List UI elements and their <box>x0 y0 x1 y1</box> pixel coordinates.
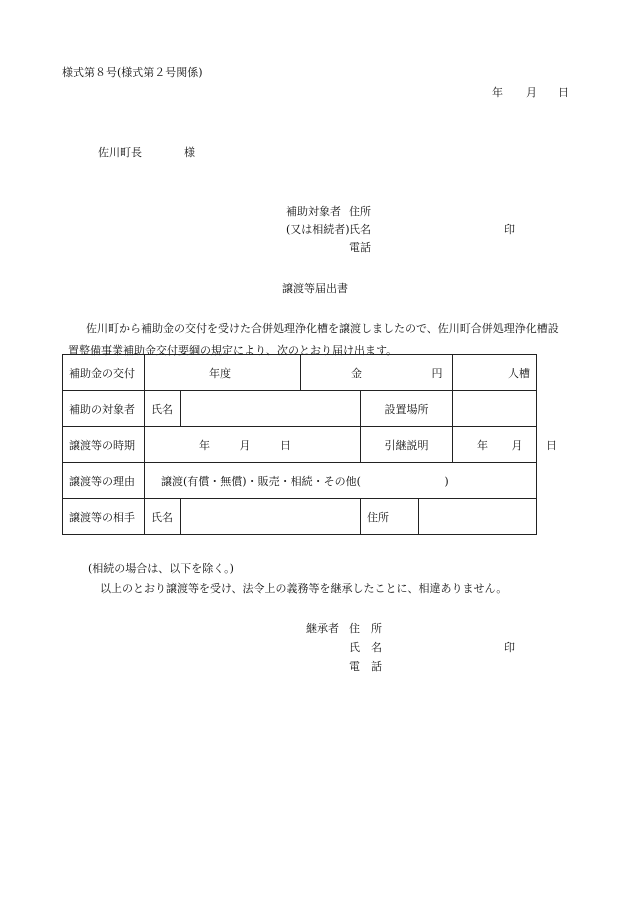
transfer-year: 年 <box>199 438 210 452</box>
table-row <box>63 499 537 535</box>
transfer-month: 月 <box>239 438 251 452</box>
amount-prefix: 金 <box>351 366 362 380</box>
date-year: 年 <box>492 86 503 99</box>
counterparty-address-field[interactable] <box>419 499 537 535</box>
capacity-field[interactable]: 人槽 <box>453 355 537 391</box>
reason-options: 譲渡(有償・無償)・販売・相続・その他( <box>161 474 361 488</box>
counterparty-name-label: 氏名 <box>145 499 181 535</box>
reason-close-paren: ) <box>444 474 449 488</box>
fiscal-year-field[interactable]: 年度 <box>145 355 301 391</box>
date-month: 月 <box>526 86 537 99</box>
successor-name-label: 氏 名 <box>349 641 382 654</box>
form-number: 様式第８号(様式第２号関係) <box>62 66 203 79</box>
handover-label: 引継説明 <box>361 427 453 463</box>
applicant-phone-label: 電話 <box>349 241 371 254</box>
applicant-address-label: 住所 <box>349 205 371 218</box>
successor-phone-label: 電 話 <box>349 660 382 673</box>
transfer-details-table <box>62 354 557 535</box>
addressee-name: 佐川町長 <box>98 146 142 159</box>
successor-seal-mark: 印 <box>504 641 515 654</box>
location-label: 設置場所 <box>361 391 453 427</box>
table-row <box>63 427 537 463</box>
handover-date-field[interactable] <box>453 427 557 463</box>
applicant-name-label: 氏名 <box>349 223 371 236</box>
amount-unit: 円 <box>431 366 443 380</box>
row-label-recipient: 補助の対象者 <box>63 391 145 427</box>
recipient-name-label: 氏名 <box>145 391 181 427</box>
table-row <box>63 355 537 391</box>
row-label-timing: 譲渡等の時期 <box>63 427 145 463</box>
table-row <box>63 391 537 427</box>
amount-field[interactable] <box>301 355 453 391</box>
row-label-reason: 譲渡等の理由 <box>63 463 145 499</box>
successor-address-label: 住 所 <box>349 622 382 635</box>
counterparty-address-label: 住所 <box>361 499 419 535</box>
inheritance-note: (相続の場合は、以下を除く。) <box>88 562 234 575</box>
transfer-day: 日 <box>280 438 291 452</box>
body-line-2: 置整備事業補助金交付要綱の規定により、次のとおり届け出ます。 <box>68 344 398 357</box>
successor-label: 継承者 <box>306 622 339 635</box>
consent-statement: 以上のとおり譲渡等を受け、法令上の義務等を継承したことに、相違ありません。 <box>100 582 508 595</box>
transfer-date-field[interactable] <box>145 427 361 463</box>
row-label-subsidy: 補助金の交付 <box>63 355 145 391</box>
applicant-alt-label: (又は相続者) <box>286 223 350 236</box>
handover-month: 月 <box>511 438 523 452</box>
applicant-label: 補助対象者 <box>286 205 341 218</box>
counterparty-name-field[interactable] <box>181 499 361 535</box>
location-field[interactable] <box>453 391 537 427</box>
row-label-counterparty: 譲渡等の相手 <box>63 499 145 535</box>
applicant-seal-mark: 印 <box>504 223 515 236</box>
table-row <box>63 463 537 499</box>
recipient-name-field[interactable] <box>181 391 361 427</box>
handover-day: 日 <box>546 438 557 452</box>
handover-year: 年 <box>477 438 488 452</box>
reason-field[interactable] <box>145 463 537 499</box>
document-title: 譲渡等届出書 <box>282 282 348 295</box>
addressee-honorific: 様 <box>184 146 195 159</box>
date-day: 日 <box>558 86 569 99</box>
body-line-1: 佐川町から補助金の交付を受けた合併処理浄化槽を譲渡しましたので、佐川町合併処理浄化槽設 <box>86 322 559 335</box>
